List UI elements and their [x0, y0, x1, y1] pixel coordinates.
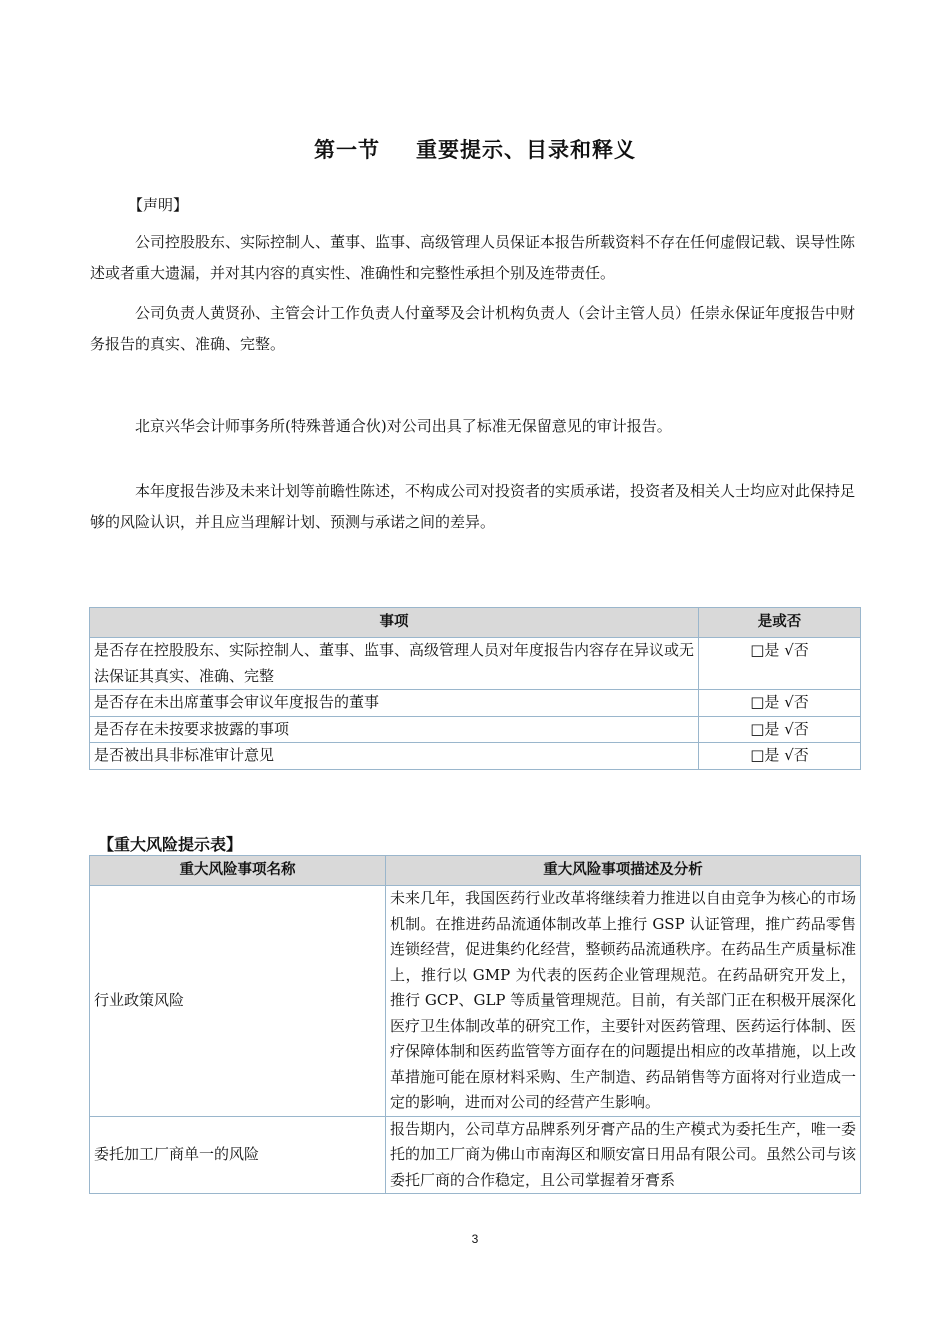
matter-item: 是否存在未按要求披露的事项: [90, 716, 699, 743]
table-row: [90, 690, 861, 717]
column-header-answer: 是或否: [699, 608, 861, 638]
risk-name: 委托加工厂商单一的风险: [90, 1116, 386, 1194]
table-row: [90, 743, 861, 770]
risk-table: [89, 855, 861, 1194]
risk-desc: 未来几年，我国医药行业改革将继续着力推进以自由竞争为核心的市场机制。在推进药品流通体制改革上推行 GSP 认证管理，推广药品零售连锁经营，促进集约化经营，整顿药品流通秩序。在药品生产质量标准上，推行以 GMP 为代表的医药企业管理规范。在药品研究开发上，推行 GCP、GLP 等质量管理规范。目前，有关部门正在积极开展深化医疗卫生体制改革的研究工作，主要针对医药管理、医药运行体制、医疗保障体制和医药监管等方面存在的问题提出相应的改革措施，以上改革措施可能在原材料采购、生产制造、药品销售等方面将对行业造成一定的影响，进而对公司的经营产生影响。: [386, 886, 861, 1117]
page-number: 3: [471, 1232, 479, 1246]
section-number: 第一节: [314, 138, 380, 162]
table-header-row: [90, 608, 861, 638]
paragraph-forward-looking: 本年度报告涉及未来计划等前瞻性陈述，不构成公司对投资者的实质承诺，投资者及相关人士均应对此保持足够的风险认识，并且应当理解计划、预测与承诺之间的差异。: [90, 482, 856, 531]
matter-answer: □是 √否: [699, 716, 861, 743]
table-row: [90, 886, 861, 1117]
matter-item: 是否存在控股股东、实际控制人、董事、监事、高级管理人员对年度报告内容存在异议或无法保证其真实、准确、完整: [90, 638, 699, 690]
table-row: [90, 1116, 861, 1194]
column-header-risk-desc: 重大风险事项描述及分析: [386, 856, 861, 886]
column-header-item: 事项: [90, 608, 699, 638]
matter-item: 是否被出具非标准审计意见: [90, 743, 699, 770]
matters-table: [89, 607, 861, 770]
matter-answer: □是 √否: [699, 638, 861, 690]
column-header-risk-name: 重大风险事项名称: [90, 856, 386, 886]
table-row: [90, 716, 861, 743]
section-title-text: 重要提示、目录和释义: [416, 138, 636, 162]
paragraph-responsible: 公司负责人黄贤孙、主管会计工作负责人付童琴及会计机构负责人（会计主管人员）任崇永保证年度报告中财务报告的真实、准确、完整。: [90, 304, 856, 353]
matter-answer: □是 √否: [699, 743, 861, 770]
paragraph-guarantee: 公司控股股东、实际控制人、董事、监事、高级管理人员保证本报告所载资料不存在任何虚假记载、误导性陈述或者重大遗漏，并对其内容的真实性、准确性和完整性承担个别及连带责任。: [90, 233, 856, 282]
matter-item: 是否存在未出席董事会审议年度报告的董事: [90, 690, 699, 717]
risk-desc: 报告期内，公司草方品牌系列牙膏产品的生产模式为委托生产，唯一委托的加工厂商为佛山市南海区和顺安富日用品有限公司。虽然公司与该委托厂商的合作稳定，且公司掌握着牙膏系: [386, 1116, 861, 1194]
section-title: [0, 134, 950, 164]
risk-name: 行业政策风险: [90, 886, 386, 1117]
risk-table-title: 【重大风险提示表】: [98, 835, 243, 854]
declaration-label: 【声明】: [128, 196, 189, 214]
paragraph-auditor: 北京兴华会计师事务所(特殊普通合伙)对公司出具了标准无保留意见的审计报告。: [135, 417, 672, 435]
table-row: [90, 638, 861, 690]
matter-answer: □是 √否: [699, 690, 861, 717]
table-header-row: [90, 856, 861, 886]
